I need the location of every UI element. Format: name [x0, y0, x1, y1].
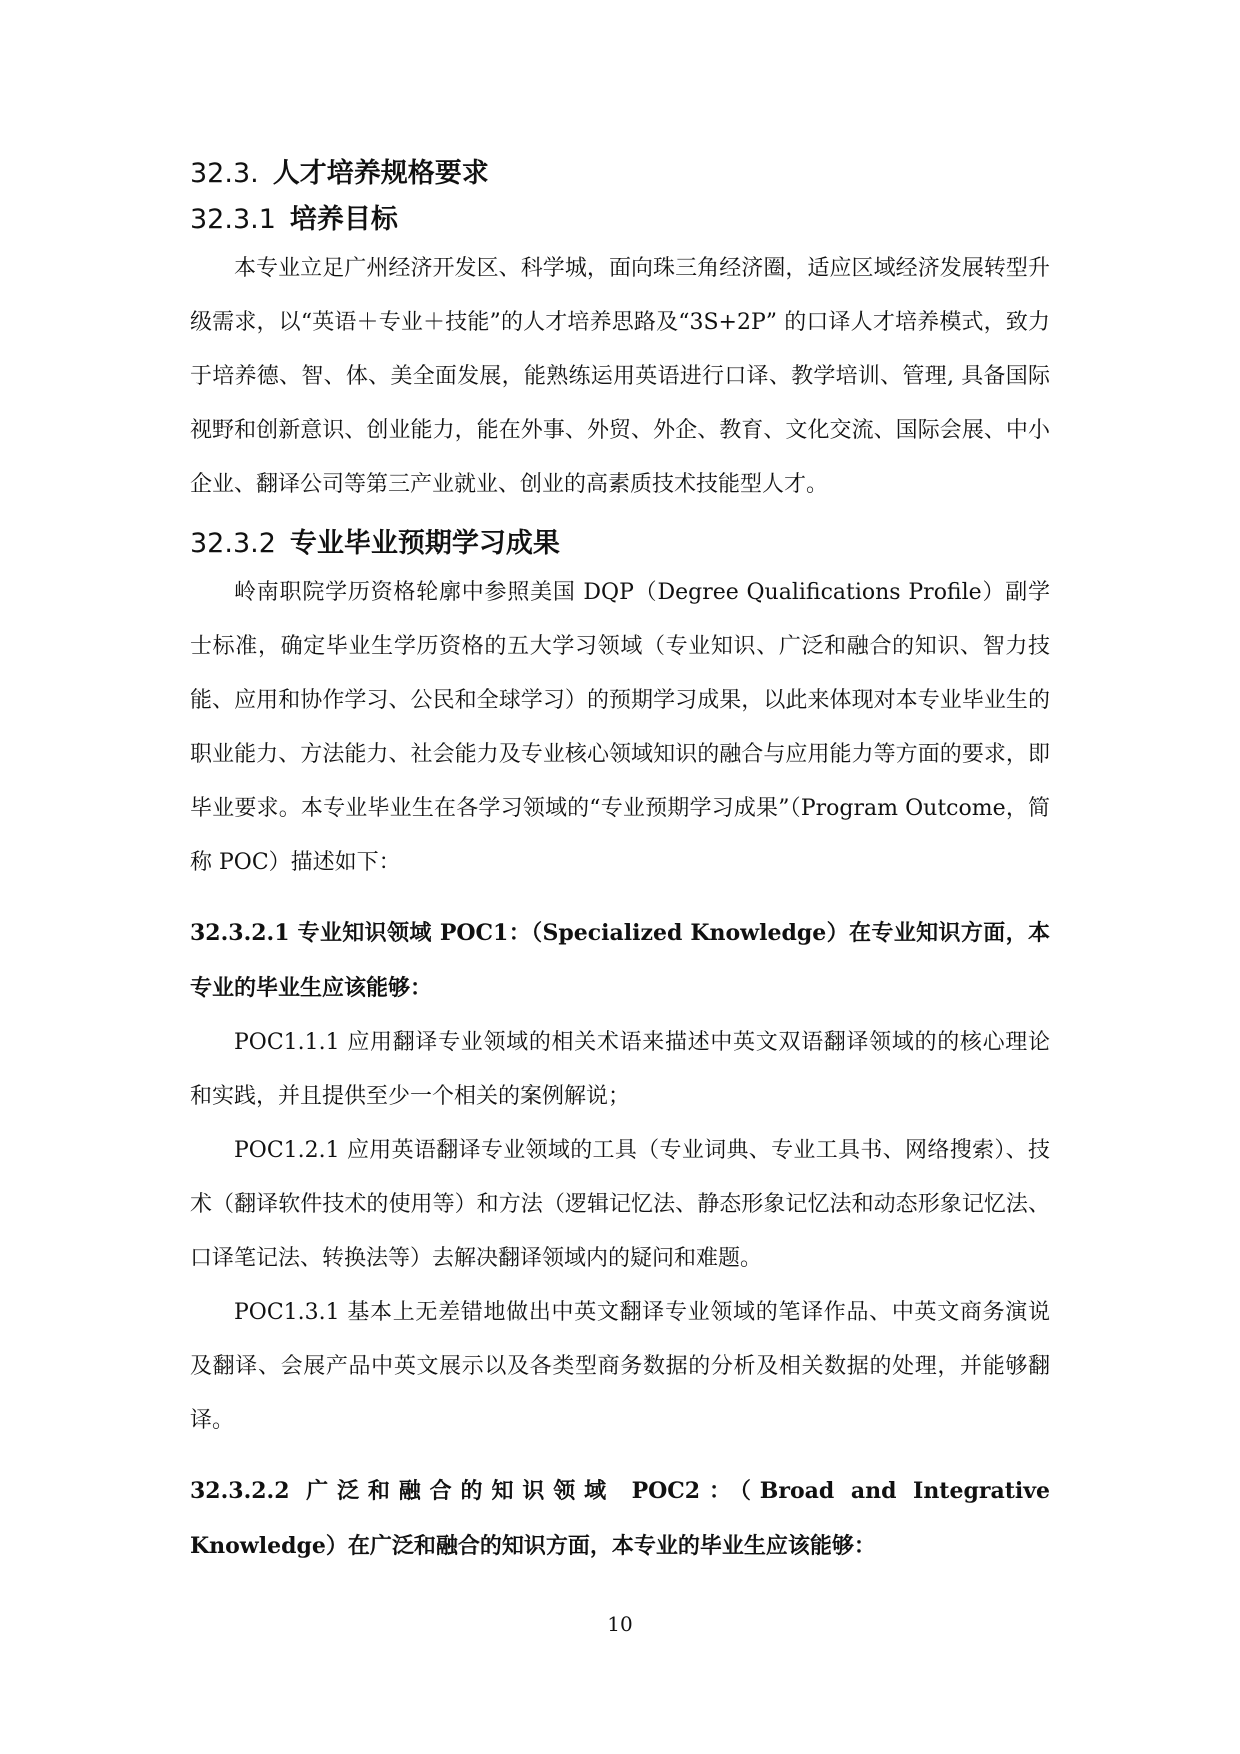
- paragraph-training-goal: 本专业立足广州经济开发区、科学城，面向珠三角经济圈，适应区域经济发展转型升级需求，以“英语＋专业＋技能”的人才培养思路及“3S+2P” 的口译人才培养模式，致力于培养德、智、体、美全面发展，能熟练运用英语进行口译、教学培训、管理, 具备国际视野和创新意识、创业能力，能在外事、外贸、外企、教育、文化交流、国际会展、中小企业、翻译公司等第三产业就业、创业的高素质技术技能型人才。: [190, 256, 1050, 497]
- page-number: 10: [607, 1612, 633, 1636]
- section-number: 32.3.1: [190, 204, 276, 235]
- poc-item: POC1.1.1 应用翻译专业领域的相关术语来描述中英文双语翻译领域的的核心理论和实践，并且提供至少一个相关的案例解说；: [190, 1030, 1050, 1109]
- section-title: 培养目标: [289, 204, 398, 235]
- paragraph-learning-outcomes: 岭南职院学历资格轮廓中参照美国 DQP（Degree Qualifications Profile）副学士标准，确定毕业生学历资格的五大学习领域（专业知识、广泛和融合的知识、智力技能、应用和协作学习、公民和全球学习）的预期学习成果，以此来体现对本专业毕业生的职业能力、方法能力、社会能力及专业核心领域知识的融合与应用能力等方面的要求，即毕业要求。本专业毕业生在各学习领域的“专业预期学习成果”（Program Outcome，简称 POC）描述如下：: [190, 580, 1050, 875]
- section-number: 32.3.: [190, 158, 259, 189]
- page-content: [190, 150, 1050, 1574]
- section-heading-32-3-2: [190, 522, 1050, 566]
- subsection-heading-poc2: 32.3.2.2 广泛和融合的知识领域 POC2：（Broad and Integrative Knowledge）在广泛和融合的知识方面，本专业的毕业生应该能够：: [190, 1478, 1050, 1559]
- section-number: 32.3.2: [190, 528, 276, 559]
- section-title: 人才培养规格要求: [272, 158, 489, 189]
- subsection-heading-poc1: 32.3.2.1 专业知识领域 POC1：（Specialized Knowledge）在专业知识方面，本专业的毕业生应该能够：: [190, 920, 1050, 1001]
- poc-item: POC1.3.1 基本上无差错地做出中英文翻译专业领域的笔译作品、中英文商务演说及翻译、会展产品中英文展示以及各类型商务数据的分析及相关数据的处理，并能够翻译。: [190, 1300, 1050, 1433]
- section-title: 专业毕业预期学习成果: [289, 528, 560, 559]
- section-heading-32-3-1: [190, 198, 1050, 242]
- poc-item: POC1.2.1 应用英语翻译专业领域的工具（专业词典、专业工具书、网络搜索）、技术（翻译软件技术的使用等）和方法（逻辑记忆法、静态形象记忆法和动态形象记忆法、口译笔记法、转换法等）去解决翻译领域内的疑问和难题。: [190, 1138, 1050, 1271]
- section-heading-32-3: [190, 150, 1050, 198]
